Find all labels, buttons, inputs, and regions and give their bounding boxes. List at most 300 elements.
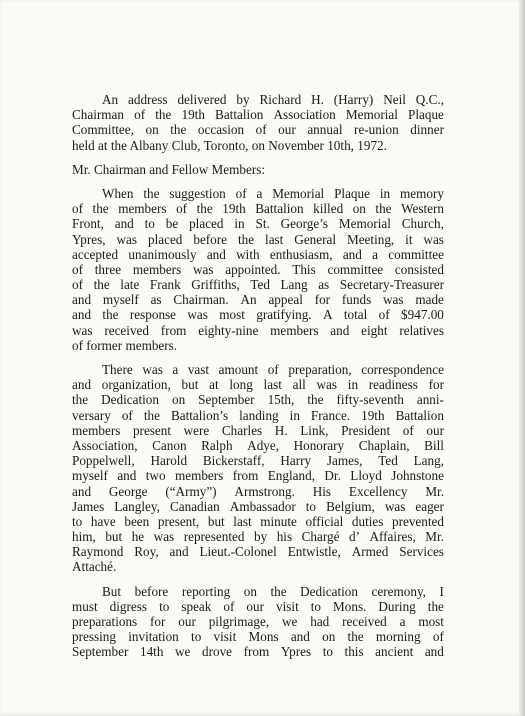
word: the: [92, 201, 109, 217]
word: Association,: [72, 437, 138, 453]
text-line: [72, 544, 444, 559]
word: vast: [187, 362, 210, 377]
text-line: [72, 107, 444, 122]
word: members: [118, 201, 167, 217]
word: Chaplain,: [358, 437, 410, 453]
word: Ted: [250, 277, 270, 293]
text-line: [72, 292, 444, 307]
word: but: [105, 529, 123, 545]
word: our: [278, 122, 296, 138]
word: speak: [181, 598, 212, 614]
word: by: [236, 92, 250, 107]
word: the: [170, 122, 187, 138]
word: the: [155, 107, 172, 123]
word: all: [292, 377, 306, 393]
word: preparation,: [288, 362, 352, 377]
word: dinner: [410, 122, 444, 138]
word: This: [292, 261, 316, 277]
word: of: [134, 107, 146, 123]
word: of: [378, 307, 390, 323]
word: his: [276, 529, 293, 545]
word: Attaché.: [72, 559, 117, 575]
text-line: [72, 377, 444, 392]
word: An: [240, 292, 257, 308]
word: official: [305, 513, 344, 529]
word: in: [347, 377, 359, 393]
word: Armstrong.: [234, 483, 295, 499]
word: we: [281, 614, 298, 629]
word: in: [379, 185, 391, 201]
word: France.: [310, 407, 351, 423]
word: Raymond: [72, 544, 124, 560]
word: as: [150, 292, 162, 308]
word: eager: [415, 498, 444, 514]
word: versary: [72, 407, 111, 423]
word: General: [294, 231, 337, 247]
text-line: [72, 338, 444, 353]
word: the: [93, 277, 110, 293]
word: James,: [326, 453, 363, 469]
word: Dedication: [101, 392, 159, 408]
word: Mr.: [425, 529, 444, 545]
word: and: [169, 544, 189, 560]
word: visit: [276, 598, 299, 614]
word: 14th: [139, 644, 164, 660]
word: September: [198, 392, 255, 408]
word: and: [114, 216, 134, 232]
word: d’: [348, 529, 360, 545]
word: for: [314, 292, 331, 308]
word: Canadian: [169, 498, 220, 514]
word: September: [72, 644, 129, 660]
word: Lloyd: [350, 468, 382, 484]
word: be: [165, 216, 179, 232]
word: I: [439, 583, 444, 599]
word: Harry: [280, 453, 312, 469]
word: on: [171, 392, 186, 408]
word: the: [196, 201, 213, 217]
word: Q.C.,: [415, 92, 444, 107]
word: George’s: [280, 216, 329, 232]
text-line: [72, 122, 444, 137]
word: suggestion: [169, 185, 226, 201]
word: Johnstone: [391, 468, 444, 484]
word: morning: [375, 629, 421, 645]
word: been: [124, 513, 150, 529]
word: was: [383, 292, 404, 308]
word: to: [144, 216, 155, 232]
text-line: [72, 138, 444, 153]
text-line: [72, 247, 444, 262]
paragraph-gap: [72, 153, 444, 162]
word: but: [207, 513, 225, 529]
body-paragraph-1: [72, 186, 444, 353]
word: as: [318, 277, 330, 293]
word: and: [72, 377, 92, 393]
word: digress: [109, 598, 148, 614]
text-line: [72, 362, 444, 377]
word: a: [172, 362, 179, 377]
word: but: [181, 377, 199, 393]
word: drove: [201, 644, 233, 660]
word: of former members.: [72, 337, 178, 353]
word: from: [243, 644, 270, 660]
word: Battalion’s: [170, 407, 229, 423]
word: two: [145, 468, 166, 484]
word: St.: [255, 216, 270, 232]
word: Memorial: [272, 185, 325, 201]
word: consisted: [394, 261, 444, 277]
word: in: [289, 407, 300, 423]
word: was: [116, 231, 138, 247]
text-line: [72, 277, 444, 292]
word: received: [104, 322, 149, 338]
word: the: [102, 307, 119, 323]
paragraph-gap: [72, 177, 444, 186]
word: three: [94, 261, 122, 277]
word: committee: [327, 261, 384, 277]
text-line: [72, 599, 444, 614]
word: (“Army”): [165, 483, 217, 499]
word: Adye,: [247, 437, 280, 453]
word: were: [183, 422, 210, 438]
word: held at the Albany Club, Toronto, on November 10th, 1972.: [72, 137, 387, 153]
word: Mr. Chairman and Fellow Members:: [72, 161, 266, 177]
word: Richard: [259, 92, 302, 107]
word: accepted: [72, 246, 119, 262]
word: Church,: [401, 216, 444, 232]
word: and: [72, 483, 92, 499]
word: from: [160, 322, 187, 338]
word: and: [72, 292, 92, 308]
word: re-union: [354, 122, 399, 138]
word: late: [120, 277, 140, 293]
word: the: [427, 598, 444, 614]
word: members: [270, 322, 319, 338]
word: Committee,: [72, 122, 134, 138]
word: him,: [72, 529, 96, 545]
word: Armed: [351, 544, 389, 560]
word: a: [399, 614, 406, 629]
body-paragraph-3: [72, 584, 444, 660]
word: Battalion: [395, 407, 444, 423]
word: to: [191, 629, 202, 645]
word: was: [153, 529, 175, 545]
word: of: [235, 185, 247, 201]
word: of: [432, 629, 444, 645]
word: the: [143, 407, 160, 423]
word: for: [150, 614, 166, 629]
word: of: [72, 201, 83, 217]
word: a: [256, 185, 263, 201]
word: Memorial: [338, 216, 391, 232]
word: Memorial: [345, 107, 398, 123]
word: Plaque: [334, 185, 370, 201]
word: was: [384, 498, 406, 514]
word: appeal: [268, 292, 303, 308]
word: must: [72, 598, 98, 614]
word: Front,: [72, 216, 104, 232]
word: on: [322, 629, 336, 645]
word: Roy,: [134, 544, 159, 560]
word: An: [102, 92, 119, 107]
word: pilgrimage,: [208, 614, 270, 629]
text-line: [72, 484, 444, 499]
word: Secretary-Treasurer: [339, 277, 444, 293]
word: our: [426, 422, 444, 438]
word: was: [423, 231, 444, 247]
word: ancient: [375, 644, 414, 660]
text-line: [72, 499, 444, 514]
word: placed: [189, 216, 224, 232]
word: Honorary: [293, 437, 345, 453]
word: and: [342, 246, 362, 262]
word: Langley,: [114, 498, 160, 514]
word: Canon: [152, 437, 187, 453]
word: and: [290, 629, 310, 645]
word: our: [246, 598, 264, 614]
word: of: [255, 122, 267, 138]
word: George: [108, 483, 148, 499]
word: Harold: [150, 453, 188, 469]
word: the: [375, 201, 392, 217]
body-paragraph-2: [72, 362, 444, 575]
text-line: [72, 438, 444, 453]
word: ceremony,: [371, 583, 426, 599]
word: England,: [267, 468, 315, 484]
paragraph-gap: [72, 575, 444, 584]
word: Lang: [280, 277, 308, 293]
word: it: [405, 231, 413, 247]
word: the: [72, 392, 89, 408]
word: H.: [274, 422, 288, 438]
text-line: [72, 468, 444, 483]
word: memory: [399, 185, 444, 201]
word: and: [330, 322, 350, 338]
word: minute: [260, 513, 297, 529]
word: Excellency: [348, 483, 408, 499]
word: eighty-nine: [198, 322, 259, 338]
text-line: [72, 408, 444, 423]
text-line: [72, 162, 444, 177]
word: preparations: [72, 614, 138, 629]
word: Bill: [424, 437, 444, 453]
word: Ambassador: [229, 498, 296, 514]
word: Frank: [149, 277, 181, 293]
word: fifty-seventh: [336, 392, 404, 408]
word: Western: [401, 201, 444, 217]
text-line: [72, 529, 444, 544]
text-line: [72, 584, 444, 599]
word: Chairman.: [173, 292, 229, 308]
word: of: [176, 201, 188, 217]
word: before: [134, 583, 169, 599]
word: and: [424, 644, 444, 660]
word: During: [378, 598, 416, 614]
word: have: [90, 513, 116, 529]
word: on: [352, 201, 366, 217]
word: present,: [157, 513, 200, 529]
word: Battalion: [215, 107, 264, 123]
word: members: [132, 261, 182, 277]
word: made: [415, 292, 444, 308]
word: killed: [313, 201, 344, 217]
word: placed: [147, 231, 183, 247]
word: 19th: [181, 107, 205, 123]
word: members: [72, 422, 121, 438]
word: response: [129, 307, 177, 323]
text-line: [72, 216, 444, 231]
word: relatives: [399, 322, 444, 338]
word: he: [131, 529, 145, 545]
text-line: [72, 232, 444, 247]
word: Ralph: [201, 437, 233, 453]
word: the: [307, 392, 324, 408]
word: to: [305, 498, 317, 514]
word: duties: [351, 513, 384, 529]
salutation: [72, 162, 444, 177]
word: had: [310, 614, 330, 629]
word: with: [236, 246, 260, 262]
word: most: [418, 614, 444, 629]
word: President: [341, 422, 391, 438]
word: was: [142, 362, 163, 377]
word: prevented: [392, 513, 444, 529]
word: A: [322, 307, 333, 323]
word: of: [402, 422, 414, 438]
word: Mons.: [333, 598, 367, 614]
word: Ypres,: [72, 231, 106, 247]
word: Association: [273, 107, 336, 123]
word: last: [233, 513, 252, 529]
word: for: [428, 377, 444, 393]
text-line: [72, 614, 444, 629]
word: Lang,: [413, 453, 444, 469]
word: and: [117, 468, 137, 484]
word: to: [72, 513, 83, 529]
text-line: [72, 453, 444, 468]
word: enthusiasm,: [269, 246, 333, 262]
word: on: [243, 583, 257, 599]
word: and: [206, 246, 226, 262]
word: Affaires,: [369, 529, 416, 545]
word: There: [102, 362, 133, 377]
word: Lieut.-Colonel: [199, 544, 277, 560]
word: James: [72, 498, 105, 514]
word: Ypres: [280, 644, 312, 660]
word: the: [347, 629, 364, 645]
word: represented: [183, 529, 245, 545]
word: Mr.: [425, 483, 444, 499]
text-line: [72, 559, 444, 574]
word: Bickerstaff,: [202, 453, 265, 469]
word: Poppelwell,: [72, 453, 135, 469]
text-line: [72, 323, 444, 338]
word: (Harry): [333, 92, 374, 107]
word: annual: [307, 122, 343, 138]
word: last: [263, 377, 282, 393]
word: Entwistle,: [287, 544, 341, 560]
word: readiness: [368, 377, 418, 393]
word: of: [267, 362, 279, 377]
word: of: [121, 407, 133, 423]
word: members: [174, 468, 224, 484]
word: anni-: [416, 392, 444, 408]
word: Charles: [221, 422, 263, 438]
word: last: [265, 231, 284, 247]
word: our: [178, 614, 196, 629]
word: $947.00: [401, 307, 444, 323]
word: myself: [72, 468, 108, 484]
word: myself: [102, 292, 139, 308]
word: organization,: [101, 377, 171, 393]
word: to: [310, 598, 322, 614]
word: on: [145, 122, 159, 138]
word: delivered: [177, 92, 227, 107]
word: correspondence: [361, 362, 444, 377]
word: When: [102, 185, 134, 201]
word: Griffiths,: [191, 277, 240, 293]
text-line: [72, 92, 444, 107]
text-line: [72, 629, 444, 644]
text-line: [72, 514, 444, 529]
text-line: [72, 186, 444, 201]
word: was: [316, 377, 338, 393]
word: Dr.: [324, 468, 341, 484]
word: occasion: [197, 122, 245, 138]
word: of: [72, 261, 83, 277]
word: His: [312, 483, 332, 499]
text-line: [72, 392, 444, 407]
word: Ted: [378, 453, 398, 469]
word: amount: [218, 362, 259, 377]
word: received: [342, 614, 387, 629]
text-line: [72, 644, 444, 659]
word: from: [232, 468, 259, 484]
text-line: [72, 423, 444, 438]
word: and: [72, 307, 92, 323]
word: address: [128, 92, 168, 107]
text-line: [72, 307, 444, 322]
word: But: [102, 583, 122, 599]
word: was: [187, 307, 208, 323]
text-line: [72, 201, 444, 216]
word: landing: [239, 407, 279, 423]
word: this: [344, 644, 364, 660]
word: we: [175, 644, 191, 660]
word: long: [229, 377, 253, 393]
word: committee: [388, 246, 444, 262]
word: eight: [361, 322, 388, 338]
word: 15th,: [267, 392, 295, 408]
word: Mons: [248, 629, 279, 645]
word: of: [223, 598, 235, 614]
word: was: [192, 261, 214, 277]
word: the: [237, 231, 255, 247]
word: appointed.: [225, 261, 281, 277]
word: Battalion: [255, 201, 304, 217]
word: the: [143, 185, 160, 201]
word: a: [372, 246, 378, 262]
intro-paragraph: [72, 92, 444, 153]
word: to: [159, 598, 170, 614]
word: Meeting,: [346, 231, 395, 247]
word: present: [132, 422, 172, 438]
word: Dedication: [300, 583, 358, 599]
word: was: [72, 322, 93, 338]
word: in: [234, 216, 245, 232]
word: H.: [311, 92, 324, 107]
